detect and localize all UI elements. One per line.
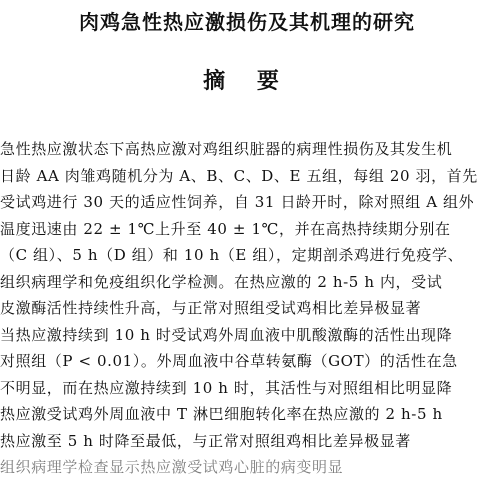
abstract-line: 急性热应激状态下高热应激对鸡组织脏器的病理性损伤及其发生机 (0, 140, 453, 158)
abstract-heading: 摘 要 (203, 68, 291, 94)
abstract-line: 热应激受试鸡外周血液中 T 淋巴细胞转化率在热应激的 2 h-5 h (0, 405, 443, 423)
abstract-line: 温度迅速由 22 ± 1℃上升至 40 ± 1℃，并在高热持续期分别在 (0, 219, 451, 238)
abstract-line: 皮激酶活性持续性升高，与正常对照组受试鸡相比差异极显著 (0, 299, 422, 317)
abstract-line: 对照组（P < 0.01）。外周血液中谷草转氨酶（GOT）的活性在急 (0, 352, 458, 370)
abstract-line: 当热应激持续到 10 h 时受试鸡外周血液中肌酸激酶的活性出现降 (0, 325, 453, 344)
abstract-line: （C 组）、5 h（D 组）和 10 h（E 组），定期剖杀鸡进行免疫学、 (0, 246, 464, 264)
paper-title: 肉鸡急性热应激损伤及其机理的研究 (79, 10, 415, 34)
abstract-line: 组织病理学和免疫组织化学检测。在热应激的 2 h-5 h 内，受试 (0, 272, 443, 291)
abstract-line: 日龄 AA 肉雏鸡随机分为 A、B、C、D、E 五组，每组 20 羽，首先 (0, 166, 478, 185)
abstract-body (0, 136, 494, 481)
abstract-line: 热应激至 5 h 时降至最低，与正常对照组鸡相比差异极显著 (0, 431, 411, 450)
abstract-line: 不明显，而在热应激持续到 10 h 时，其活性与对照组相比明显降 (0, 378, 453, 397)
abstract-line: 受试鸡进行 30 天的适应性饲养，自 31 日龄开时，除对照组 A 组外 (0, 193, 475, 211)
abstract-line-partial: 组织病理学检查显示热应激受试鸡心脏的病变明显 (0, 458, 344, 476)
